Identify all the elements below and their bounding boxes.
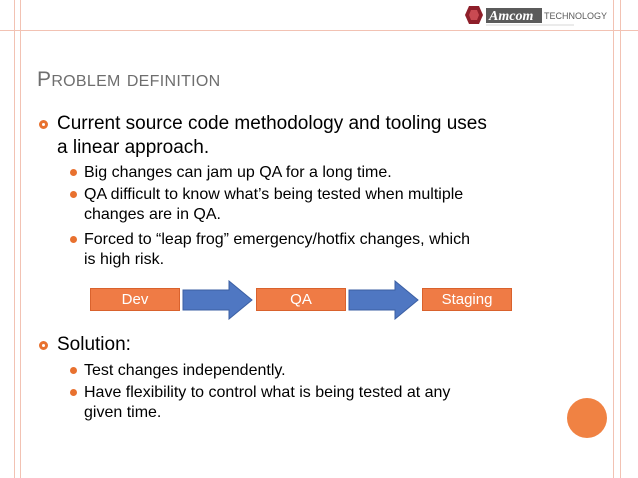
slide-title — [37, 68, 221, 92]
problem-sub-1: Big changes can jam up QA for a long time. — [84, 164, 392, 181]
title-first-letter: P — [37, 68, 52, 91]
flow-arrow-icon — [347, 280, 421, 320]
title-word1-rest: ROBLEM — [51, 73, 121, 90]
problem-bullet-line2: a linear approach. — [57, 137, 210, 158]
bullet-marker-dot — [70, 169, 77, 176]
svg-text:TECHNOLOGY: TECHNOLOGY — [544, 11, 608, 21]
solution-sub-2-line1: Have flexibility to control what is being tested at any — [84, 384, 451, 401]
svg-text:Amcom: Amcom — [489, 9, 534, 24]
problem-bullet-line1: Current source code methodology and tooling uses — [57, 113, 487, 134]
solution-bullet: Solution: — [57, 334, 131, 355]
flow-stage-qa: QA — [256, 288, 346, 311]
company-logo — [462, 2, 612, 28]
frame-line-left-outer — [14, 0, 15, 478]
problem-sub-3-line2: is high risk. — [84, 251, 165, 268]
frame-line-right-inner — [613, 0, 614, 478]
bullet-marker-ring — [39, 120, 48, 129]
frame-line-right-outer — [620, 0, 621, 478]
solution-sub-2-line2: given time. — [84, 404, 162, 421]
flow-arrow-icon — [181, 280, 255, 320]
flow-stage-staging: Staging — [422, 288, 512, 311]
bullet-marker-dot — [70, 367, 77, 374]
problem-sub-2-line2: changes are in QA. — [84, 206, 221, 223]
title-word2: DEFINITION — [126, 73, 221, 90]
bullet-marker-ring — [39, 341, 48, 350]
problem-sub-3-line1: Forced to “leap frog” emergency/hotfix changes, which — [84, 231, 470, 248]
frame-line-top — [0, 30, 638, 31]
problem-sub-2-line1: QA difficult to know what’s being tested when multiple — [84, 186, 464, 203]
bullet-marker-dot — [70, 236, 77, 243]
bullet-marker-dot — [70, 389, 77, 396]
bullet-marker-dot — [70, 191, 77, 198]
solution-sub-1: Test changes independently. — [84, 362, 286, 379]
decorative-circle — [567, 398, 607, 438]
flow-stage-dev: Dev — [90, 288, 180, 311]
frame-line-left-inner — [20, 0, 21, 478]
